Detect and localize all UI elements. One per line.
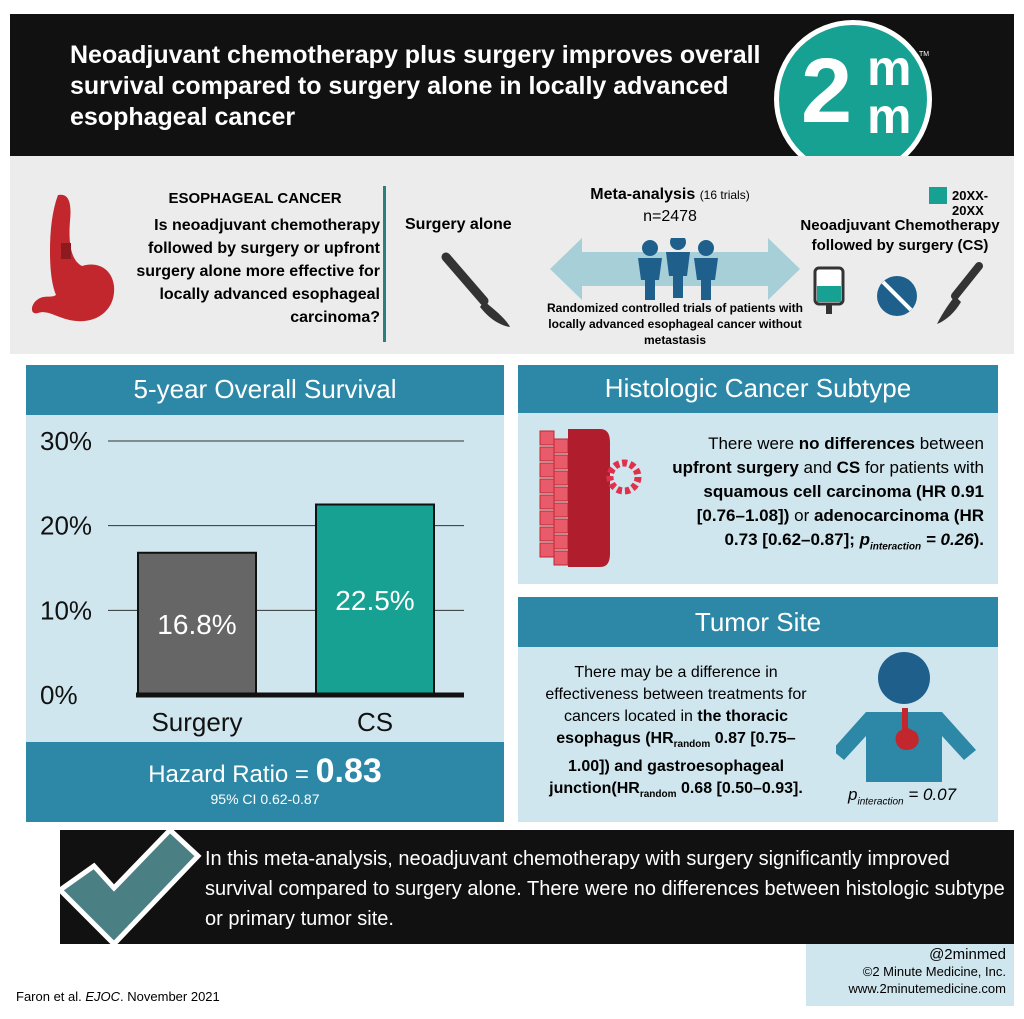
tissue-icon [536,425,646,575]
website-link[interactable]: www.2minutemedicine.com [848,981,1006,996]
conclusion-banner [60,830,1014,944]
stomach-icon [28,191,118,326]
y-tick-label: 30% [40,426,93,456]
scalpel-icon [440,251,520,331]
double-arrow-icon [550,238,800,300]
surgery-alone-label: Surgery alone [405,216,512,233]
bar-value-label: 16.8% [157,608,237,640]
survival-bar-chart [26,415,504,742]
sample-size: n=2478 [643,208,697,225]
hazard-ratio-label: Hazard Ratio = [148,761,316,788]
overall-survival-panel [26,365,504,822]
p-interaction-value: $p_{interaction} = 0.07$ [848,785,957,808]
patient-icon [836,652,976,782]
y-tick-label: 20% [40,510,93,541]
copyright: ©2 Minute Medicine, Inc. [862,964,1006,979]
histologic-title: Histologic Cancer Subtype [518,365,998,413]
date-range: 20XX-20XX [952,188,989,218]
tumor-site-title: Tumor Site [518,597,998,647]
histologic-subtype-panel [518,365,998,584]
tumor-site-findings: There may be a difference in effectiveness between treatments for cancers located in the thoracic esophagus ($HR_{random}$ 0.87 [0.75–1.00]) and gastroesophageal $junction(HR_{random}$ 0.68 [0.50–0.93]. [545,664,807,801]
conclusion-text: In this meta-analysis, neoadjuvant chemotherapy with surgery significantly improved survival compared to surgery alone. There were no differences between histologic subtype or primary tumor site. [205,848,1005,930]
brand-logo: 2 m m TM [774,20,932,178]
calendar-icon [929,187,947,204]
y-tick-label: 0% [40,680,78,710]
histologic-findings: There were no differences between upfront surgery and CS for patients with squamous cell carcinoma (HR 0.91 [0.76–1.08]) or adenocarcinoma (HR 0.73 [0.62–0.87]; $p_{interaction} = 0.26$). [672,434,984,553]
bar-value-label: 22.5% [335,584,415,616]
confidence-interval: 95% CI 0.62-0.87 [210,791,320,807]
tumor-site-panel [518,597,998,822]
meta-analysis-title: Meta-analysis (16 trials) [590,186,750,203]
pill-icon [877,276,917,316]
trial-description: Randomized controlled trials of patients with locally advanced esophageal cancer without metastasis [546,301,804,347]
citation: Faron et al. EJOC. November 2021 [16,989,220,1004]
footer-brand-box [806,944,1014,1006]
scalpel-icon-2 [937,266,979,324]
survival-title: 5-year Overall Survival [26,365,504,415]
checkmark-icon [52,826,202,951]
chemotherapy-icons [805,262,1005,332]
study-overview [10,156,1014,354]
cs-arm-label: Neoadjuvant Chemotherapy followed by surgery (CS) [800,217,1000,254]
condition-heading: ESOPHAGEAL CANCER [168,190,342,207]
social-handle: @2minmed [929,946,1006,963]
hazard-ratio-band [26,742,504,822]
divider [383,186,386,342]
x-category-label: Surgery [151,707,243,737]
research-question: Is neoadjuvant chemotherapy followed by surgery or upfront surgery alone more effective for locally advanced esophageal carcinoma? [136,217,380,326]
y-tick-label: 10% [40,595,93,626]
iv-bag-icon [815,268,843,314]
hazard-ratio-value: 0.83 [315,752,382,790]
page-title: Neoadjuvant chemotherapy plus surgery improves overall survival compared to surgery alone in locally advanced esophageal cancer [70,41,761,131]
x-category-label: CS [356,707,394,737]
